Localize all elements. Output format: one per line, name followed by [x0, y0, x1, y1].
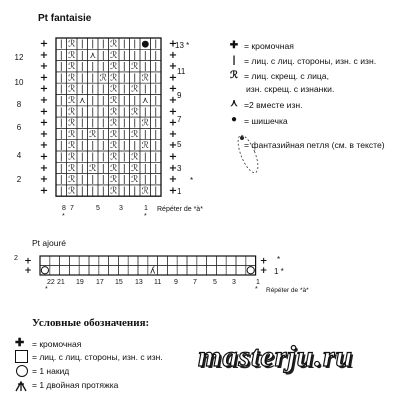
stitch-symbol: ℛ	[110, 107, 118, 118]
yarn-over-icon	[41, 267, 48, 274]
stitch-symbol: ℛ	[68, 96, 76, 106]
stitch-symbol: |	[59, 84, 63, 95]
stitch-symbol: ℛ	[110, 141, 118, 152]
stitch-symbol: |	[80, 50, 84, 61]
stitch-symbol: ℛ	[131, 152, 139, 163]
legend-1	[228, 40, 408, 180]
edge-stitch-icon: +	[168, 162, 178, 174]
legend-text: = лиц. с лиц. стороны, изн. с изн.	[32, 352, 163, 362]
stitch-symbol: |	[122, 118, 126, 129]
stitch-symbol: |	[122, 129, 126, 140]
stitch-symbol: ℛ	[68, 50, 76, 61]
stitch-symbol: |	[122, 141, 126, 152]
stitch-symbol: |	[133, 118, 137, 129]
stitch-symbol: ℛ	[110, 39, 118, 50]
stitch-symbol: ℛ	[110, 84, 118, 95]
stitch-symbol: |	[133, 96, 137, 106]
yarn-over-icon	[16, 365, 28, 377]
stitch-symbol: |	[133, 50, 137, 61]
stitch-symbol: |	[154, 163, 158, 174]
edge-stitch-icon: +	[39, 49, 49, 61]
chart2-title: Pt ajouré	[32, 238, 67, 248]
stitch-symbol: |	[59, 152, 63, 163]
row-number: *	[277, 255, 281, 264]
grid-cell	[118, 256, 128, 266]
stitch-symbol: |	[101, 96, 105, 106]
stitch-symbol: |	[154, 84, 158, 95]
stitch-symbol: |	[122, 39, 126, 50]
row-number: 1 *	[274, 267, 284, 276]
stitch-symbol: |	[101, 175, 105, 186]
stitch-symbol: |	[154, 50, 158, 61]
stitch-symbol: |	[154, 73, 158, 84]
edge-stitch-icon: +	[168, 128, 178, 140]
stitch-symbol: ℛ	[141, 141, 149, 152]
col-number: 22	[47, 279, 55, 286]
grid-cell	[69, 256, 79, 266]
stitch-symbol: |	[101, 50, 105, 61]
grid-cell	[79, 266, 89, 276]
chart1-title: Pt fantaisie	[38, 13, 92, 24]
grid-cell	[99, 256, 109, 266]
edge-stitch-icon: +	[39, 151, 49, 163]
grid-cell	[226, 256, 236, 266]
grid-cell	[177, 256, 187, 266]
col-number: 13	[135, 279, 143, 286]
row-number: 6	[16, 123, 22, 132]
stitch-symbol: |	[122, 96, 126, 106]
edge-stitch-icon: +	[168, 185, 178, 197]
grid-cell	[128, 256, 138, 266]
stitch-symbol: ℛ	[110, 186, 118, 197]
edge-stitch-icon: +	[39, 38, 49, 50]
stitch-symbol: |	[91, 107, 95, 118]
stitch-symbol: |	[80, 84, 84, 95]
row-number: 13 *	[175, 41, 190, 50]
edge-stitch-icon: +	[39, 128, 49, 140]
col-number: 9	[174, 279, 178, 286]
stitch-symbol: ℛ	[110, 62, 118, 73]
grid-cell	[158, 266, 168, 276]
stitch-symbol: ℛ	[68, 118, 76, 129]
legend-title: Условные обозначения:	[32, 317, 150, 329]
stitch-symbol: |	[154, 107, 158, 118]
edge-stitch-icon: +	[168, 38, 178, 50]
double-decrease-icon: ʎ	[150, 266, 156, 277]
star-marker: *	[62, 213, 65, 220]
stitch-symbol: |	[59, 50, 63, 61]
stitch-symbol: ℛ	[110, 129, 118, 140]
stitch-symbol: |	[80, 175, 84, 186]
stitch-symbol: |	[154, 118, 158, 129]
grid-cell	[79, 256, 89, 266]
stitch-symbol: |	[143, 62, 147, 73]
plus-icon: ✚	[15, 337, 25, 349]
stitch-symbol: ℛ	[110, 73, 118, 84]
stitch-symbol: |	[122, 175, 126, 186]
grid-cell	[216, 266, 226, 276]
stitch-symbol: |	[80, 129, 84, 140]
stitch-symbol: |	[80, 186, 84, 197]
legend-text: = фантазийная петля (см. в тексте)	[244, 140, 385, 150]
legend-text: = шишечка	[244, 116, 288, 126]
legend-text: = 1 накид	[32, 366, 70, 376]
stitch-symbol: ℛ	[68, 73, 76, 84]
stitch-symbol: ℛ	[68, 129, 76, 140]
stitch-symbol: |	[80, 39, 84, 50]
side-star: *	[190, 176, 194, 185]
stitch-symbol: ℛ	[68, 39, 76, 50]
stitch-symbol: |	[154, 141, 158, 152]
stitch-symbol: ℛ	[110, 50, 118, 61]
stitch-symbol: |	[143, 50, 147, 61]
stitch-symbol: ℛ	[89, 129, 97, 140]
stitch-symbol: |	[143, 152, 147, 163]
col-number: 1	[144, 205, 148, 212]
row-number: 11	[177, 67, 186, 76]
stitch-symbol: |	[133, 39, 137, 50]
grid-cell	[138, 266, 148, 276]
grid-cell	[89, 256, 99, 266]
col-number: 21	[57, 279, 65, 286]
stitch-symbol: ℛ	[110, 118, 118, 129]
edge-stitch-icon: +	[168, 83, 178, 95]
stitch-symbol: |	[59, 175, 63, 186]
grid-cell	[50, 266, 60, 276]
stitch-symbol: ℛ	[110, 175, 118, 186]
stitch-symbol: ●	[141, 39, 150, 50]
stitch-symbol: |	[59, 107, 63, 118]
bobble-icon: ●	[230, 114, 238, 125]
stitch-symbol: |	[80, 152, 84, 163]
col-number: 3	[232, 279, 236, 286]
grid-cell	[167, 266, 177, 276]
stitch-symbol: ℛ	[131, 62, 139, 73]
grid-cell	[197, 266, 207, 276]
stitch-symbol: |	[59, 62, 63, 73]
stitch-symbol: |	[91, 152, 95, 163]
stitch-symbol: |	[101, 163, 105, 174]
legend-text: = лиц. с лиц. стороны, изн. с изн.	[244, 56, 377, 66]
col-number: 17	[96, 279, 104, 286]
watermark: masterju.ru	[198, 340, 354, 373]
k2tog-icon: ⋏	[230, 98, 238, 109]
grid-cell	[89, 266, 99, 276]
stitch-symbol: |	[143, 107, 147, 118]
edge-stitch-icon: +	[39, 162, 49, 174]
row-number: 2	[16, 175, 22, 184]
stitch-symbol: |	[122, 152, 126, 163]
stitch-symbol: |	[133, 73, 137, 84]
stitch-symbol: |	[91, 84, 95, 95]
stitch-symbol: ⋏	[141, 96, 149, 106]
col-number: 5	[96, 205, 100, 212]
stitch-symbol: |	[80, 118, 84, 129]
col-number: 1	[256, 279, 260, 286]
star-marker: *	[45, 286, 48, 293]
stitch-symbol: |	[133, 141, 137, 152]
legend-text: = кромочная	[32, 339, 82, 349]
stitch-symbol: |	[101, 62, 105, 73]
stitch-symbol: ℛ	[68, 62, 76, 73]
stitch-symbol: |	[91, 141, 95, 152]
edge-stitch-icon: +	[168, 117, 178, 129]
edge-stitch-icon: +	[24, 256, 32, 267]
repeat-label: Répéter de *à*	[266, 287, 309, 294]
grid-cell	[197, 256, 207, 266]
stitch-symbol: ⋏	[89, 50, 97, 61]
grid-cell	[236, 256, 246, 266]
grid-cell	[60, 256, 70, 266]
edge-stitch-icon: +	[39, 140, 49, 152]
stitch-symbol: ℛ	[141, 118, 149, 129]
stitch-symbol: ℛ	[110, 163, 118, 174]
row-number: 12	[14, 53, 24, 62]
star-marker: *	[255, 286, 258, 293]
stitch-symbol: ℛ	[99, 73, 107, 84]
stitch-symbol: |	[91, 186, 95, 197]
stitch-symbol: ℛ	[131, 163, 139, 174]
row-number: 3	[177, 164, 182, 173]
grid-cell	[236, 266, 246, 276]
edge-stitch-icon: +	[168, 49, 178, 61]
col-number: 3	[119, 205, 123, 212]
edge-stitch-icon: +	[39, 174, 49, 186]
stitch-symbol: |	[91, 175, 95, 186]
stitch-symbol: |	[143, 175, 147, 186]
stitch-symbol: |	[154, 62, 158, 73]
grid-cell	[187, 266, 197, 276]
stitch-symbol: |	[59, 118, 63, 129]
stitch-symbol: |	[80, 62, 84, 73]
row-number: 2	[14, 255, 18, 262]
edge-stitch-icon: +	[168, 140, 178, 152]
row-number: 10	[14, 78, 24, 87]
edge-stitch-icon: +	[259, 256, 268, 267]
col-number: 19	[76, 279, 84, 286]
edge-stitch-icon: +	[39, 61, 49, 73]
stitch-symbol: ℛ	[68, 141, 76, 152]
stitch-symbol: |	[143, 129, 147, 140]
stitch-symbol: ℛ	[68, 152, 76, 163]
stitch-symbol: |	[59, 186, 63, 197]
stitch-symbol: |	[101, 118, 105, 129]
grid-cell	[138, 256, 148, 266]
stitch-symbol: |	[59, 96, 63, 106]
twisted-icon: ℛ	[230, 70, 238, 81]
col-number: 11	[154, 279, 162, 286]
stitch-symbol: |	[101, 84, 105, 95]
stitch-symbol: |	[80, 107, 84, 118]
stitch-symbol: ℛ	[131, 175, 139, 186]
stitch-symbol: |	[59, 141, 63, 152]
row-number: 1	[177, 187, 182, 196]
grid-cell	[226, 266, 236, 276]
stitch-symbol: ℛ	[68, 186, 76, 197]
edge-stitch-icon: +	[39, 117, 49, 129]
row-number: 9	[177, 91, 182, 100]
double-decrease-icon	[14, 378, 28, 392]
stitch-symbol: |	[143, 84, 147, 95]
stitch-symbol: |	[80, 73, 84, 84]
legend-text: изн. скрещ. с изнанки.	[246, 84, 335, 94]
edge-stitch-icon: +	[39, 95, 49, 106]
stitch-symbol: |	[154, 96, 158, 106]
grid-cell	[60, 266, 70, 276]
grid-cell	[50, 256, 60, 266]
stitch-symbol: |	[154, 175, 158, 186]
stitch-symbol: ℛ	[68, 175, 76, 186]
stitch-symbol: |	[122, 50, 126, 61]
stitch-symbol: ℛ	[68, 84, 76, 95]
stitch-symbol: |	[59, 73, 63, 84]
stitch-symbol: |	[122, 186, 126, 197]
edge-stitch-icon: +	[168, 72, 178, 84]
bar-icon: |	[232, 55, 236, 66]
stitch-symbol: |	[154, 152, 158, 163]
stitch-symbol: ℛ	[89, 163, 97, 174]
stitch-symbol: ⋏	[78, 96, 86, 106]
stitch-symbol: ℛ	[131, 84, 139, 95]
stitch-symbol: |	[91, 73, 95, 84]
grid-cell	[246, 256, 256, 266]
edge-stitch-icon: +	[168, 106, 178, 118]
stitch-symbol: ℛ	[141, 186, 149, 197]
square-icon	[15, 350, 28, 363]
plus-icon: ✚	[229, 40, 239, 51]
legend-text: = кромочная	[244, 41, 294, 51]
star-marker: *	[144, 213, 147, 220]
stitch-symbol: |	[122, 107, 126, 118]
grid-cell	[109, 256, 119, 266]
repeat-label: Répéter de *à*	[157, 206, 203, 213]
row-number: 4	[16, 151, 22, 160]
edge-stitch-icon: +	[168, 61, 178, 73]
stitch-symbol: |	[59, 39, 63, 50]
stitch-symbol: ℛ	[110, 152, 118, 163]
legend-text: = 1 двойная протяжка	[32, 380, 119, 390]
row-number: 5	[177, 140, 182, 149]
grid-cell	[207, 266, 217, 276]
stitch-symbol: |	[91, 62, 95, 73]
grid-cell	[118, 266, 128, 276]
grid-cell	[207, 256, 217, 266]
fantasy-loop-icon	[228, 128, 268, 178]
stitch-symbol: ℛ	[68, 107, 76, 118]
stitch-symbol: |	[101, 152, 105, 163]
stitch-symbol: |	[122, 163, 126, 174]
grid-cell	[187, 256, 197, 266]
edge-stitch-icon: +	[168, 174, 178, 186]
col-number: 7	[193, 279, 197, 286]
grid-cell	[40, 256, 50, 266]
edge-stitch-icon: +	[24, 266, 32, 276]
stitch-symbol: |	[154, 39, 158, 50]
stitch-symbol: |	[59, 163, 63, 174]
col-number: 15	[115, 279, 123, 286]
edge-stitch-icon: +	[168, 151, 178, 163]
stitch-symbol: |	[80, 141, 84, 152]
stitch-symbol: |	[133, 186, 137, 197]
stitch-symbol: |	[122, 62, 126, 73]
stitch-symbol: ℛ	[131, 129, 139, 140]
fantaisie-chart	[30, 34, 178, 204]
edge-stitch-icon: +	[259, 266, 268, 276]
stitch-symbol: |	[101, 141, 105, 152]
legend-text: = лиц. скрещ. с лица,	[244, 71, 329, 81]
row-number: 8	[16, 100, 22, 109]
stitch-symbol: |	[101, 39, 105, 50]
chart2-col-numbers	[0, 279, 412, 291]
edge-stitch-icon: +	[39, 72, 49, 84]
stitch-symbol: |	[154, 186, 158, 197]
stitch-symbol: ℛ	[68, 163, 76, 174]
edge-stitch-icon: +	[39, 185, 49, 197]
edge-stitch-icon: +	[168, 95, 178, 106]
stitch-symbol: |	[101, 129, 105, 140]
yarn-over-icon	[247, 267, 254, 274]
grid-cell	[109, 266, 119, 276]
stitch-symbol: ℛ	[141, 73, 149, 84]
grid-cell	[177, 266, 187, 276]
grid-cell	[158, 256, 168, 266]
stitch-symbol: |	[101, 107, 105, 118]
col-number: 8	[62, 205, 66, 212]
stitch-symbol: |	[101, 186, 105, 197]
stitch-symbol: |	[122, 84, 126, 95]
col-number: 7	[70, 205, 74, 212]
grid-cell	[69, 266, 79, 276]
col-number: 5	[213, 279, 217, 286]
grid-cell	[148, 256, 158, 266]
stitch-symbol: |	[91, 96, 95, 106]
stitch-symbol: |	[143, 163, 147, 174]
ajoure-chart	[22, 250, 270, 278]
stitch-symbol: |	[154, 129, 158, 140]
stitch-symbol: |	[59, 129, 63, 140]
stitch-symbol: ℛ	[131, 107, 139, 118]
edge-stitch-icon: +	[39, 106, 49, 118]
legend-text: =2 вместе изн.	[244, 100, 303, 110]
grid-cell	[216, 256, 226, 266]
stitch-symbol: |	[91, 39, 95, 50]
stitch-symbol: |	[122, 73, 126, 84]
grid-cell	[99, 266, 109, 276]
grid-cell	[167, 256, 177, 266]
stitch-symbol: ℛ	[110, 96, 118, 106]
row-number: 7	[177, 115, 182, 124]
grid-cell	[128, 266, 138, 276]
edge-stitch-icon: +	[39, 83, 49, 95]
stitch-symbol: |	[91, 118, 95, 129]
stitch-symbol: |	[80, 163, 84, 174]
